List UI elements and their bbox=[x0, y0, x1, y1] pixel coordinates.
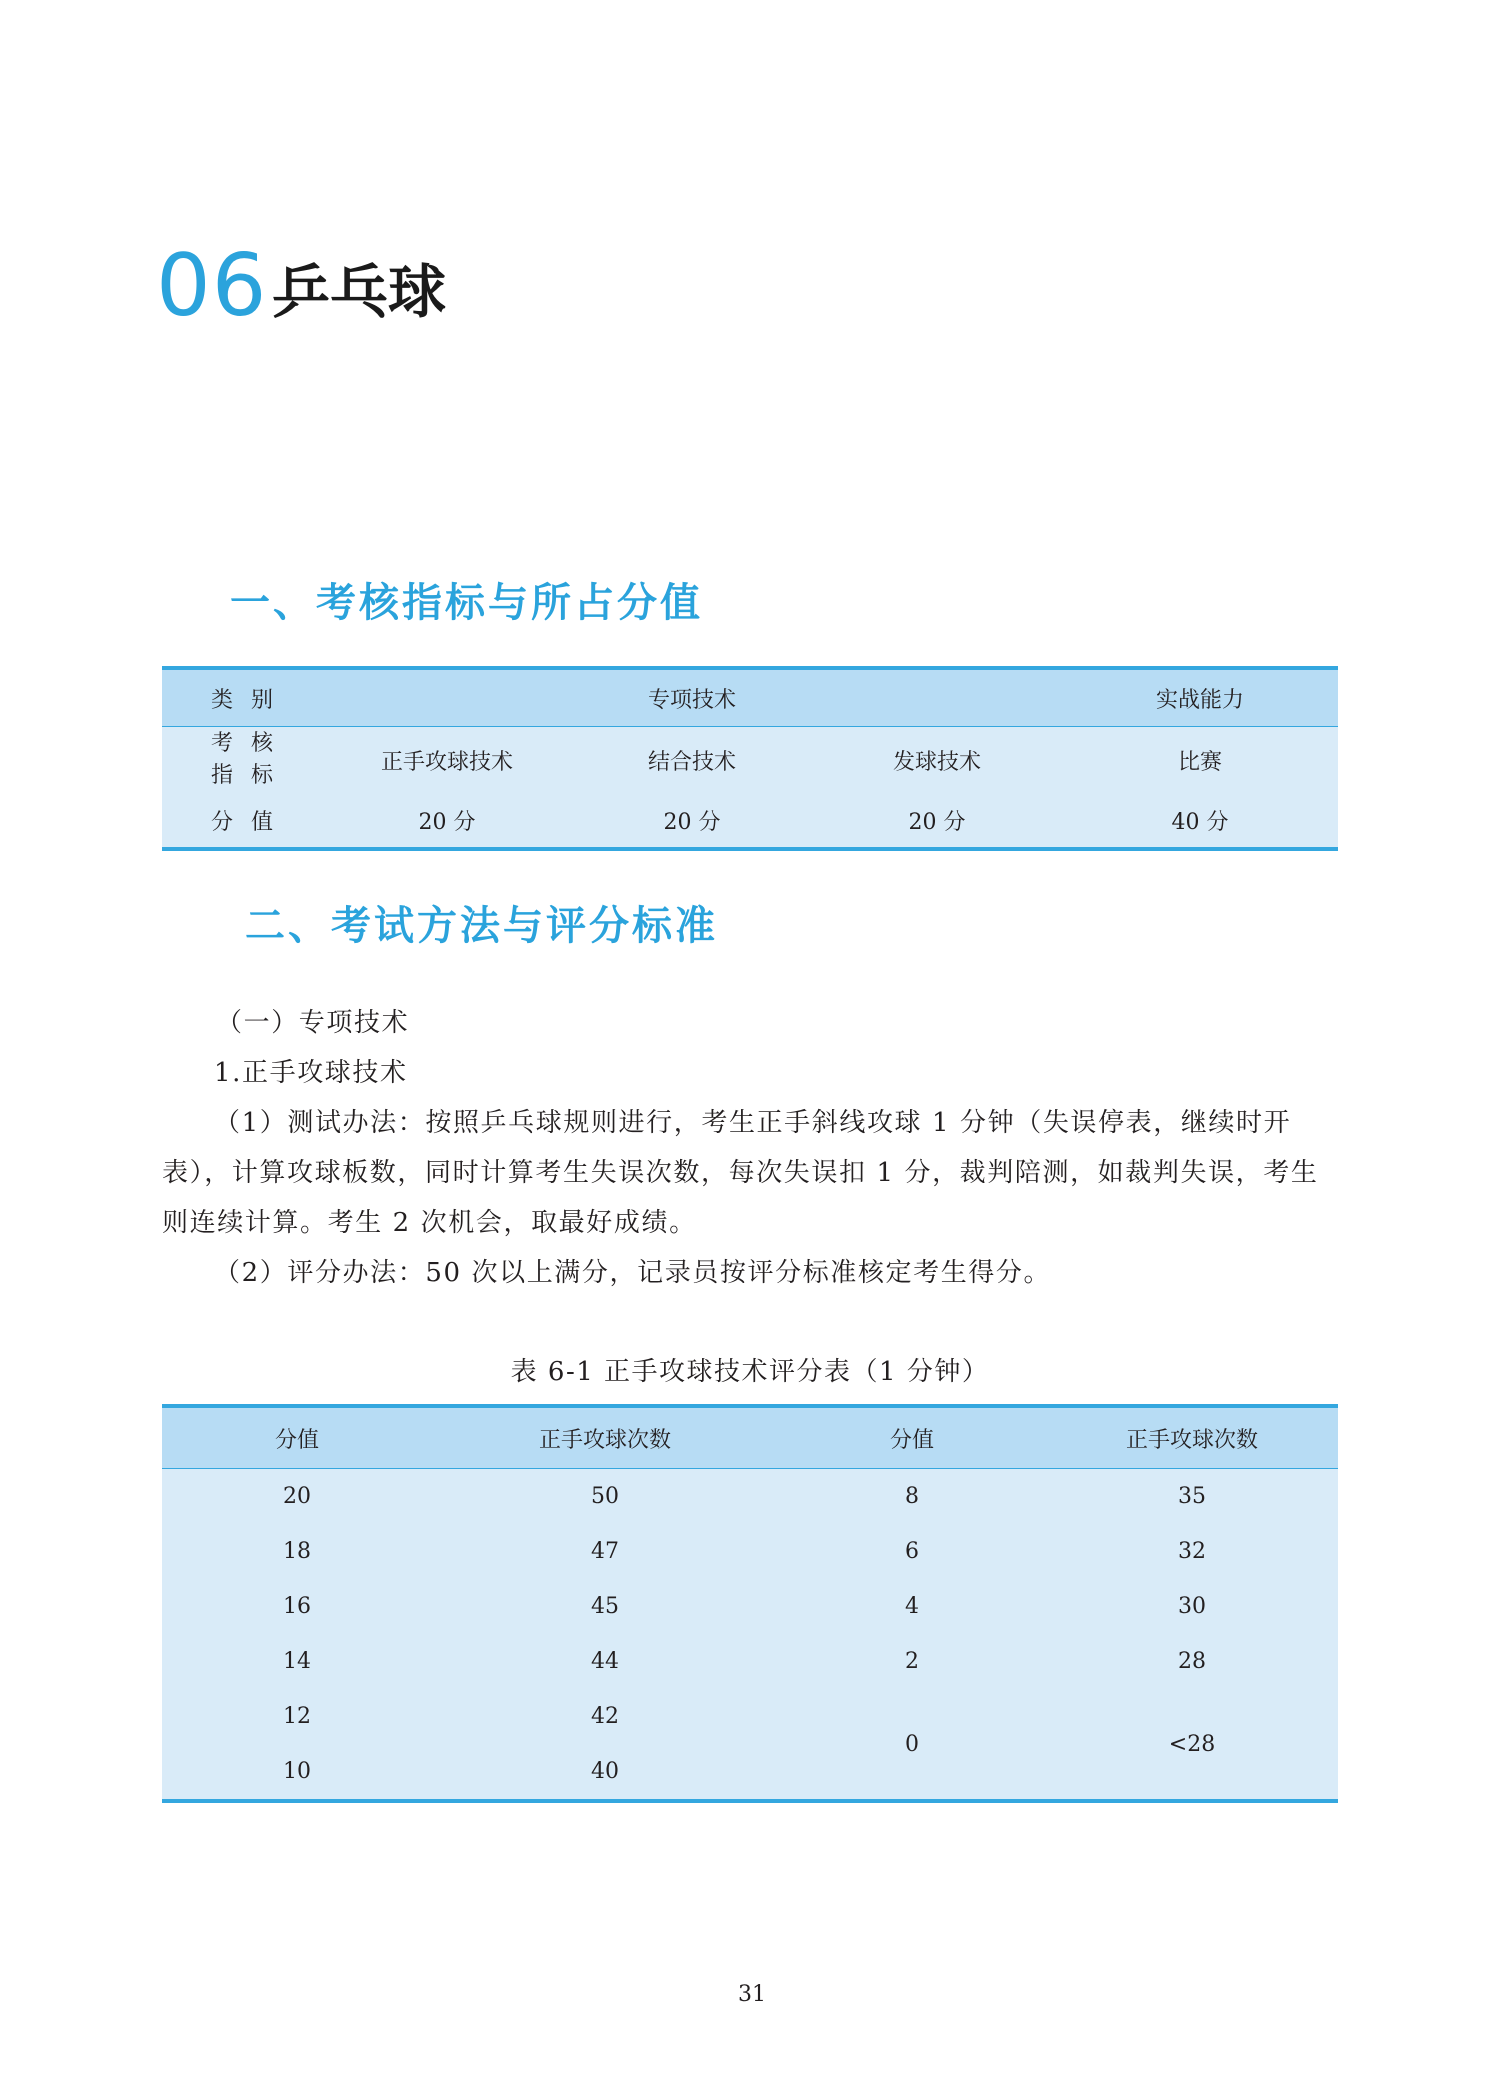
table-cell: 14 bbox=[162, 1634, 432, 1689]
table-cell: 20 bbox=[162, 1469, 432, 1525]
table-cell: 12 bbox=[162, 1689, 432, 1744]
body-text bbox=[162, 998, 1338, 1298]
header-cell: 正手攻球次数 bbox=[1046, 1406, 1338, 1469]
table-cell: 8 bbox=[778, 1469, 1046, 1525]
table-cell: 45 bbox=[432, 1579, 778, 1634]
table-row bbox=[162, 1634, 1338, 1689]
table-cell: 20 分 bbox=[572, 793, 812, 849]
table-cell: 比赛 bbox=[1062, 727, 1338, 794]
table-cell: 正手攻球技术 bbox=[322, 727, 572, 794]
chapter-number: 06 bbox=[156, 236, 268, 336]
paragraph: （1）测试办法：按照乒乓球规则进行，考生正手斜线攻球 1 分钟（失误停表，继续时开表），计算攻球板数，同时计算考生失误次数，每次失误扣 1 分，裁判陪测，如裁判失误，考生则连续计算。考生 2 次机会，取最好成绩。 bbox=[162, 1108, 1319, 1238]
table-row bbox=[162, 727, 1338, 794]
scoring-table bbox=[162, 1404, 1338, 1803]
table-cell: 42 bbox=[432, 1689, 778, 1744]
special-tech-cell: 专项技术 bbox=[322, 668, 1062, 727]
table-cell: 40 bbox=[432, 1744, 778, 1801]
table-cell: 10 bbox=[162, 1744, 432, 1801]
header-cell: 分值 bbox=[778, 1406, 1046, 1469]
table-cell-merged: <28 bbox=[1046, 1689, 1338, 1801]
table-cell: 47 bbox=[432, 1524, 778, 1579]
table-header-row bbox=[162, 668, 1338, 727]
subsection-heading: （一）专项技术 bbox=[216, 1008, 410, 1038]
table-row bbox=[162, 793, 1338, 849]
index-label-bottom: 指标 bbox=[210, 763, 291, 788]
table-cell: 4 bbox=[778, 1579, 1046, 1634]
table-cell: 2 bbox=[778, 1634, 1046, 1689]
score-label-cell bbox=[162, 793, 322, 849]
table-cell: 30 bbox=[1046, 1579, 1338, 1634]
table-row bbox=[162, 1689, 1338, 1744]
index-label-cell bbox=[162, 727, 322, 794]
table-cell: 32 bbox=[1046, 1524, 1338, 1579]
index-label-top: 考核 bbox=[210, 731, 291, 756]
page-number: 31 bbox=[738, 1982, 766, 2007]
category-label-cell bbox=[162, 668, 322, 727]
table-cell-merged: 0 bbox=[778, 1689, 1046, 1801]
table-cell: 6 bbox=[778, 1524, 1046, 1579]
table-row bbox=[162, 1579, 1338, 1634]
category-label: 类别 bbox=[210, 687, 291, 713]
score-label: 分值 bbox=[210, 809, 291, 835]
combat-cell: 实战能力 bbox=[1062, 668, 1338, 727]
table-row bbox=[162, 1524, 1338, 1579]
table-cell: 44 bbox=[432, 1634, 778, 1689]
table-cell: 16 bbox=[162, 1579, 432, 1634]
table-cell: 发球技术 bbox=[812, 727, 1062, 794]
table-cell: 20 分 bbox=[322, 793, 572, 849]
table-cell: 28 bbox=[1046, 1634, 1338, 1689]
table-cell: 40 分 bbox=[1062, 793, 1338, 849]
table-cell: 35 bbox=[1046, 1469, 1338, 1525]
assessment-table bbox=[162, 666, 1338, 851]
section-heading-2: 二、考试方法与评分标准 bbox=[245, 903, 718, 949]
paragraph: （2）评分办法：50 次以上满分，记录员按评分标准核定考生得分。 bbox=[214, 1258, 1052, 1288]
table-caption: 表 6-1 正手攻球技术评分表（1 分钟） bbox=[510, 1357, 990, 1387]
table-row bbox=[162, 1469, 1338, 1525]
table-cell: 18 bbox=[162, 1524, 432, 1579]
item-heading: 1.正手攻球技术 bbox=[214, 1058, 408, 1088]
header-cell: 分值 bbox=[162, 1406, 432, 1469]
table-cell: 50 bbox=[432, 1469, 778, 1525]
chapter-title: 乒乓球 bbox=[272, 258, 447, 326]
header-cell: 正手攻球次数 bbox=[432, 1406, 778, 1469]
section-heading-1: 一、考核指标与所占分值 bbox=[230, 580, 703, 626]
table-cell: 20 分 bbox=[812, 793, 1062, 849]
table-cell: 结合技术 bbox=[572, 727, 812, 794]
table-header-row bbox=[162, 1406, 1338, 1469]
index-label bbox=[193, 728, 291, 792]
